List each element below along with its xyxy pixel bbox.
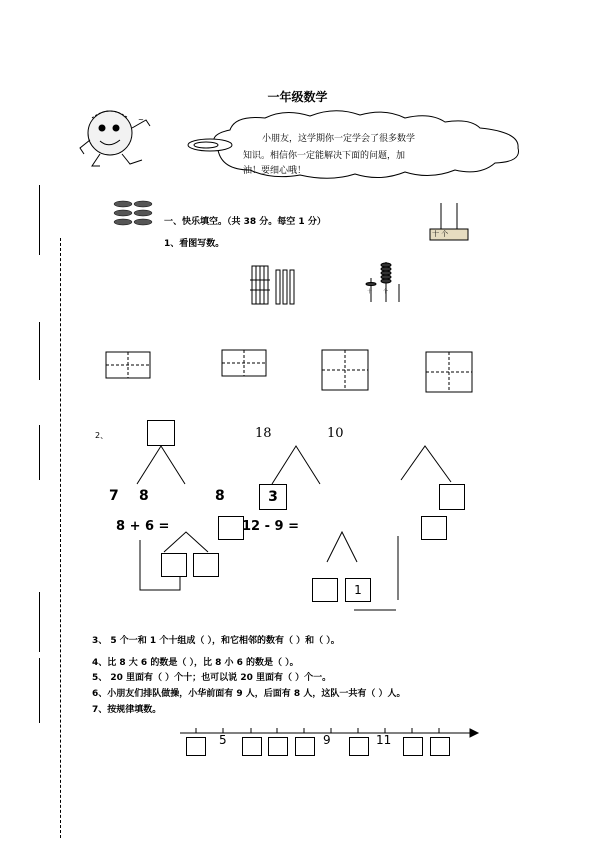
abacus-label: 十 个 bbox=[432, 230, 449, 238]
equation-2: 12 - 9 = bbox=[242, 519, 300, 534]
number-line-box[interactable] bbox=[430, 737, 450, 756]
bubble-line-1: 小朋友，这学期你一定学会了很多数学 bbox=[262, 134, 416, 144]
top-number-18: 18 bbox=[255, 426, 272, 441]
question-5: 5、 20 里面有（ ）个十；也可以说 20 里面有（ ）个一。 bbox=[92, 673, 332, 683]
number-line-label-11: 11 bbox=[376, 733, 392, 747]
bubble-line-2: 知识。相信你一定能解决下面的问题，加 bbox=[243, 151, 406, 161]
number-line-label-5: 5 bbox=[219, 733, 227, 747]
number-line-box[interactable] bbox=[186, 737, 206, 756]
answer-box[interactable]: 1 bbox=[345, 578, 371, 602]
top-number-10: 10 bbox=[327, 426, 344, 441]
question-3: 3、 5 个一和 1 个十组成（ ），和它相邻的数有（ ）和（ ）。 bbox=[92, 636, 340, 646]
question-7: 7、按规律填数。 bbox=[92, 705, 162, 715]
given-number-box: 3 bbox=[259, 484, 287, 510]
question-6: 6、小朋友们排队做操，小华前面有 9 人，后面有 8 人，这队一共有（ ）人。 bbox=[92, 689, 406, 699]
svg-text:~: ~ bbox=[138, 116, 144, 124]
split-number-7: 7 bbox=[109, 488, 119, 504]
number-line-box[interactable] bbox=[349, 737, 369, 756]
bubble-line-3: 油！要细心哦！ bbox=[243, 166, 307, 176]
number-line-box[interactable] bbox=[242, 737, 262, 756]
abacus-stick-label-ones: 个 bbox=[383, 289, 389, 295]
question-4: 4、比 8 大 6 的数是（ ），比 8 小 6 的数是（ ）。 bbox=[92, 658, 299, 668]
equation-1: 8 + 6 = bbox=[116, 519, 170, 534]
split-number-8: 8 bbox=[139, 488, 149, 504]
number-line-box[interactable] bbox=[295, 737, 315, 756]
q2-label: 2、 bbox=[95, 431, 109, 440]
split-number-8b: 8 bbox=[215, 488, 225, 504]
abacus-stick-label-tens: 十 bbox=[367, 289, 373, 295]
q1-label: 1、看图写数。 bbox=[164, 239, 225, 249]
section-heading: 一、快乐填空。（共 38 分。每空 1 分） bbox=[164, 217, 326, 227]
page-title: 一年级数学 bbox=[267, 90, 328, 104]
number-line-box[interactable] bbox=[268, 737, 288, 756]
number-line-label-9: 9 bbox=[323, 733, 331, 747]
number-line-box[interactable] bbox=[403, 737, 423, 756]
